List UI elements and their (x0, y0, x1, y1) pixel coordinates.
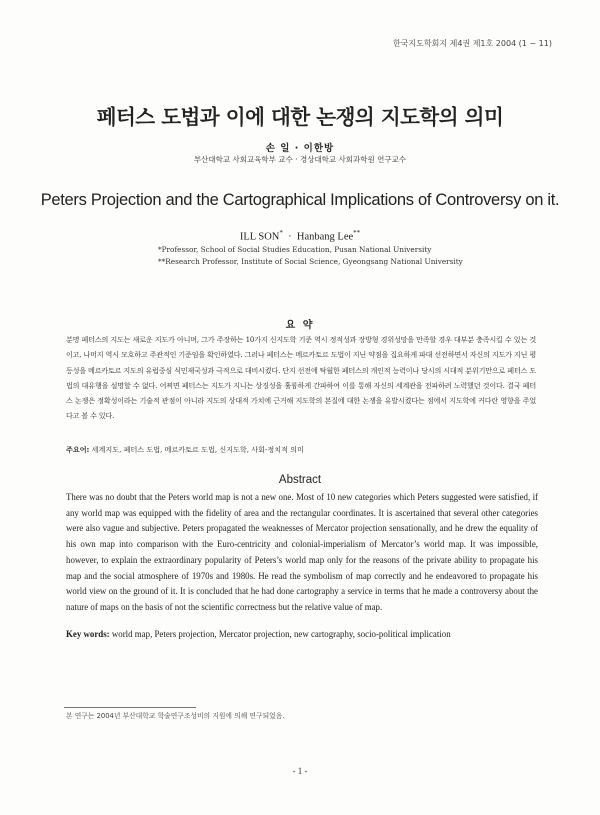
english-affiliation-1: *Professor, School of Social Studies Education, Pusan National University (158, 245, 432, 254)
english-abstract-heading: Abstract (278, 474, 322, 486)
korean-authors: 손 일 · 이한방 (265, 143, 335, 154)
english-keywords (66, 629, 546, 639)
korean-keywords-text: 세계지도, 페터스 도법, 메르카토르 도법, 신지도학, 사회-정치적 의미 (91, 445, 304, 454)
author-1-name: ILL SON (239, 231, 280, 243)
korean-abstract: 분명 페터스의 지도는 새로운 지도가 아니며, 그가 주장하는 10가지 신지도학 기준 역시 정적성과 장방형 경위성망을 만족할 경우 대부분 충족시킬 수 있는 것이고, 나머지 역시 모호하고 주관적인 기준임을 확인하였다. 그러나 페터스는 메르카토르 도법이 지닌 약점을 집요하게 파대 선전하면서 자신의 지도가 지닌 평등성을 메르카토르 지도의 유럽중심 식민제국성과 극적으로 대비시켰다. 단지 선전에 탁월한 페터스의 개인적 능력이나 당시의 시대적 분위기만으로 페터스 도법의 대유행을 설명할 수 없다. 어찌면 페터스는 지도가 지니는 상징성을 훌륭하게 간파하여 이를 통해 자신의 세계관을 전파하려 노력했던 것이다. 결국 페터스 논쟁은 정확성이라는 기술적 관점이 아니라 지도의 상대적 가치에 근거해 지도학의 본질에 대한 논쟁을 유발시켰다는 점에서 지도학에 커다란 영향을 주었다고 볼 수 있다. (66, 335, 536, 421)
author-1-mark: * (279, 229, 283, 237)
author-2-mark: ** (353, 229, 361, 237)
author-separator: · (288, 231, 292, 243)
english-title: Peters Projection and the Cartographical Implications of Controversy on it. (40, 191, 560, 209)
korean-keywords-label: 주요어: (66, 445, 90, 454)
korean-abstract-heading: 요 약 (285, 320, 315, 331)
english-abstract: There was no doubt that the Peters world map is not a new one. Most of 10 new categories which Peters suggested were satisfied, if any world map was equipped with the fidelity of area and the rectangular coordinates. It is ascertained that several other categories were also vague and subjective. Peters propagated the weaknesses of Mercator projection sensationally, and he drew the equality of his own map into comparison with the Euro-centricity and colonial-imperialism of Mercator’s world map. It was impossible, however, to explain the extraordinary popularity of Peters’s world map only for the reasons of the private ability to propagate his map and the social atmosphere of 1970s and 1980s. He read the symbolism of map correctly and he endeavored to propagate his world view on the ground of it. It is concluded that he had done cartography a service in terms that he made a controversy about the nature of maps on the basis of not the scientific correctness but the relative value of map. (66, 492, 538, 612)
author-2-name: Hanbang Lee (296, 231, 354, 243)
korean-keywords (66, 445, 536, 455)
journal-header: 한국지도학회지 제4권 제1호 2004 (1 ~ 11) (392, 39, 552, 48)
korean-affiliation: 부산대학교 사회교육학부 교수 · 경상대학교 사회과학원 연구교수 (193, 155, 407, 164)
english-keywords-text: world map, Peters projection, Mercator projection, new cartography, socio-political implication (111, 629, 451, 639)
english-authors (0, 229, 600, 243)
english-keywords-label: Key words: (66, 629, 110, 639)
footnote-divider (64, 707, 196, 708)
page-number: - 1 - (292, 766, 308, 776)
korean-title: 페터스 도법과 이에 대한 논쟁의 지도학의 의미 (96, 105, 504, 129)
footnote: 본 연구는 2004년 부산대학교 학술연구조성비의 지원에 의해 연구되었음. (66, 712, 285, 720)
english-affiliation-2: **Research Professor, Institute of Social Science, Gyeongsang National University (158, 257, 463, 266)
